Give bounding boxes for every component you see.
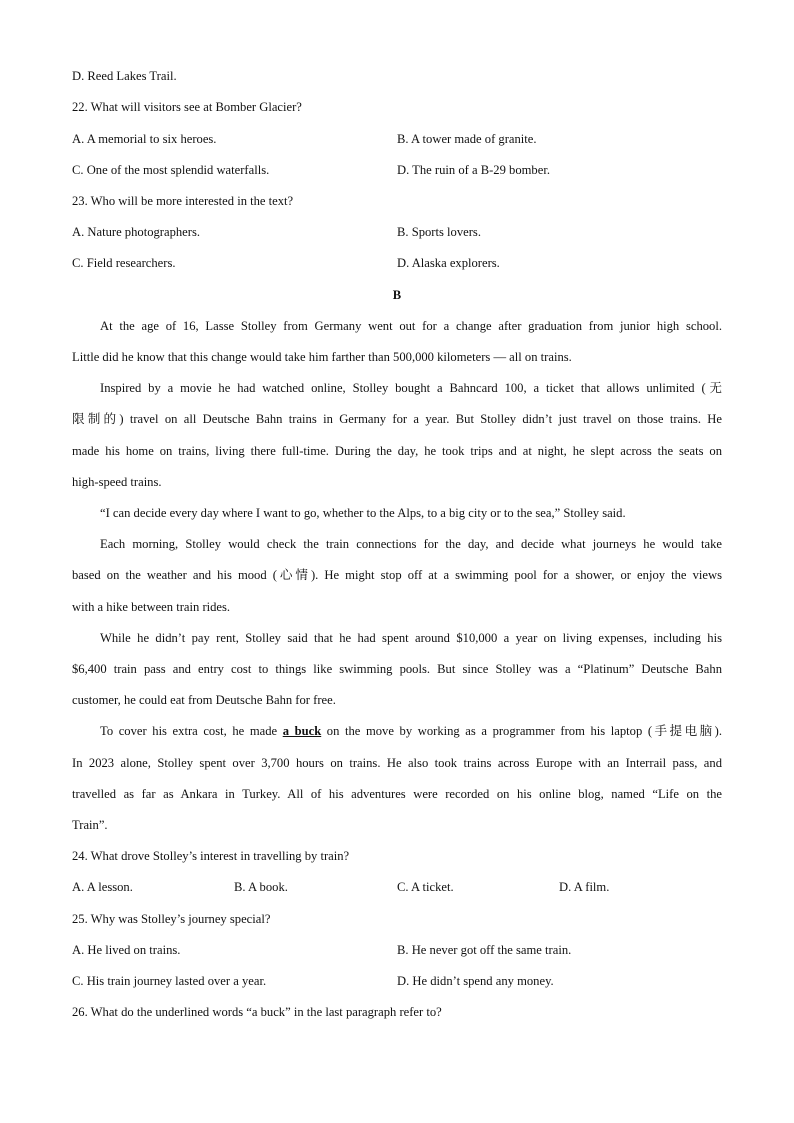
q23-option-d: D. Alaska explorers. <box>397 256 500 270</box>
option-d-prev: D. Reed Lakes Trail. <box>72 69 177 83</box>
passage-line: Each morning, Stolley would check the train connections for the day, and decide what journeys he would take <box>100 537 722 551</box>
passage-line: 限制的) travel on all Deutsche Bahn trains in Germany for a year. But Stolley didn’t just travel on those trains. He <box>72 412 722 426</box>
passage-text: To cover his extra cost, he made <box>100 724 283 738</box>
question-22-options-row2 <box>72 160 722 180</box>
question-25-options-row2 <box>72 971 722 991</box>
question-22-stem: 22. What will visitors see at Bomber Glacier? <box>72 100 302 114</box>
q24-option-a: A. A lesson. <box>72 880 133 894</box>
passage-line: Train”. <box>72 818 108 832</box>
passage-line: “I can decide every day where I want to go, whether to the Alps, to a big city or to the sea,” Stolley said. <box>100 506 626 520</box>
passage-line: customer, he could eat from Deutsche Bahn for free. <box>72 693 336 707</box>
q25-option-b: B. He never got off the same train. <box>397 943 572 957</box>
passage-text: on the move by working as a programmer from his laptop (手提电脑). <box>321 724 722 738</box>
passage-line: Inspired by a movie he had watched online, Stolley bought a Bahncard 100, a ticket that allows unlimited (无 <box>100 381 722 395</box>
question-23-options-row2 <box>72 253 722 273</box>
q23-option-a: A. Nature photographers. <box>72 225 200 239</box>
q22-option-a: A. A memorial to six heroes. <box>72 132 217 146</box>
passage-line: made his home on trains, living there full-time. During the day, he took trips and at night, he slept across the seats on <box>72 444 722 458</box>
question-24-stem: 24. What drove Stolley’s interest in travelling by train? <box>72 849 350 863</box>
q25-option-d: D. He didn’t spend any money. <box>397 974 554 988</box>
section-heading: B <box>392 288 402 302</box>
passage-line: Little did he know that this change would take him farther than 500,000 kilometers — all on trains. <box>72 350 572 364</box>
question-25-stem: 25. Why was Stolley’s journey special? <box>72 912 271 926</box>
q22-option-d: D. The ruin of a B-29 bomber. <box>397 163 550 177</box>
question-23-stem: 23. Who will be more interested in the text? <box>72 194 294 208</box>
q24-option-b: B. A book. <box>234 880 288 894</box>
question-26-stem: 26. What do the underlined words “a buck” in the last paragraph refer to? <box>72 1005 442 1019</box>
q25-option-a: A. He lived on trains. <box>72 943 181 957</box>
passage-line: based on the weather and his mood (心情). He might stop off at a swimming pool for a shower, or enjoy the views <box>72 568 722 582</box>
q23-option-b: B. Sports lovers. <box>397 225 481 239</box>
q24-option-d: D. A film. <box>559 880 610 894</box>
question-24-options <box>72 877 722 897</box>
question-23-options-row1 <box>72 222 722 242</box>
q23-option-c: C. Field researchers. <box>72 256 176 270</box>
passage-line: with a hike between train rides. <box>72 600 231 614</box>
q22-option-c: C. One of the most splendid waterfalls. <box>72 163 270 177</box>
q25-option-c: C. His train journey lasted over a year. <box>72 974 267 988</box>
q24-option-c: C. A ticket. <box>397 880 454 894</box>
q22-option-b: B. A tower made of granite. <box>397 132 537 146</box>
underlined-phrase: a buck <box>282 724 322 738</box>
passage-line: high-speed trains. <box>72 475 162 489</box>
passage-line <box>72 721 722 741</box>
passage-line: While he didn’t pay rent, Stolley said that he had spent around $10,000 a year on living expenses, including his <box>100 631 722 645</box>
question-22-options-row1 <box>72 129 722 149</box>
passage-line: $6,400 train pass and entry cost to things like swimming pools. But since Stolley was a “Platinum” Deutsche Bahn <box>72 662 722 676</box>
passage-line: At the age of 16, Lasse Stolley from Germany went out for a change after graduation from junior high school. <box>100 319 722 333</box>
question-25-options-row1 <box>72 940 722 960</box>
passage-line: travelled as far as Ankara in Turkey. All of his adventures were recorded on his online blog, named “Life on the <box>72 787 722 801</box>
passage-line: In 2023 alone, Stolley spent over 3,700 hours on trains. He also took trains across Europe with an Interrail pass, and <box>72 756 722 770</box>
